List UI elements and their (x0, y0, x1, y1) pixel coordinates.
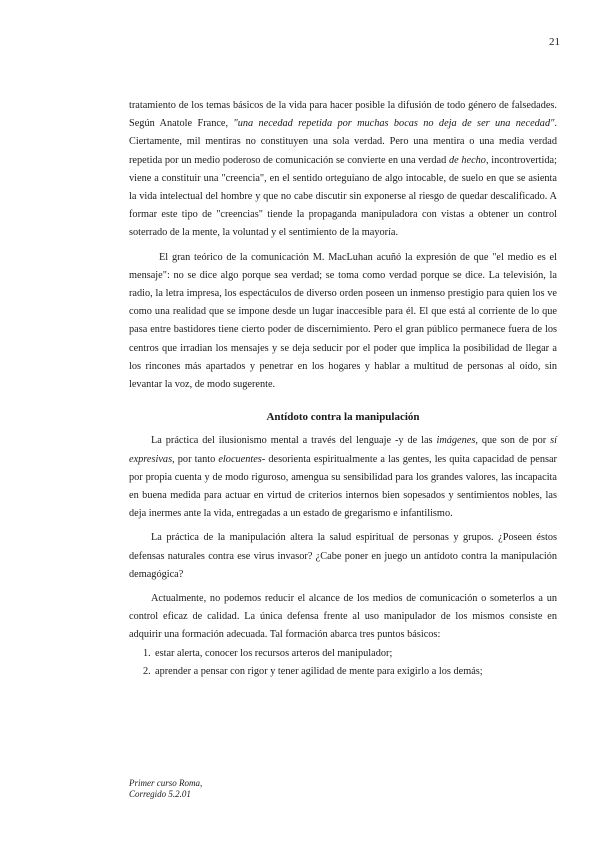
paragraph: La práctica de la manipulación altera la salud espiritual de personas y grupos. ¿Poseen éstos defensas naturales contra ese virus invasor? ¿Cabe poner en juego un antídoto contra la manipulación demagógica? (129, 532, 557, 580)
text-run: - desorienta espiritualmente a las gentes, les quita capacidad de pensar por propia cuenta y de modo riguroso, amengua su sensibilidad para los grandes valores, las incapacita en buena medida para actuar en virtud de criterios internos bien sopesados y sentimientos nobles, las deja inermes ante la vida, entregadas a un estado de gregarismo e infantilismo. (129, 453, 557, 520)
text-run: La práctica del ilusionismo mental a través del lenguaje -y de las (151, 435, 437, 447)
page-number: 21 (549, 36, 560, 48)
paragraph: Actualmente, no podemos reducir el alcance de los medios de comunicación o someterlos a un control eficaz de calidad. La única defensa frente al uso manipulador de los mismos consiste en adquirir una formación adecuada. Tal formación abarca tres puntos básicos: (129, 593, 557, 641)
paragraph: El gran teórico de la comunicación M. MacLuhan acuñó la expresión de que "el medio es el mensaje": no se dice algo porque sea verdad; se toma como verdad porque se dice. La televisión, la radio, la letra impresa, los espectáculos de diverso orden poseen un inmenso prestigio para quien los ve como una realidad que se impone desde un lugar inaccesible para él. El que está al corriente de lo que pasa entre bastidores tiene cierto poder de discernimiento. Pero el gran público permanece fuera de los centros que irradian los mensajes y se deja seducir por el poder que implica la posibilidad de llegar a los rincones más apartados y penetrar en los hogares y hablar a multitud de personas al oído, sin levantar la voz, de modo sugerente. (129, 251, 557, 391)
footer-line: Corregido 5.2.01 (129, 789, 191, 799)
emphasis-italic: elocuentes (218, 453, 262, 465)
text-run: , que son de por (475, 435, 551, 447)
text-run: , por tanto (172, 453, 219, 465)
page-footer (129, 778, 202, 800)
paragraph (129, 432, 557, 523)
paragraph (129, 97, 557, 243)
text-run: . Ciertamente, mil mentiras no constituyen una sola verdad. Pero una mentira o una media verdad repetida por un medio poderoso de comunicación se convierte en una verdad (129, 118, 557, 166)
footer-line: Primer curso Roma, (129, 778, 203, 788)
document-body (129, 97, 557, 681)
numbered-list (129, 645, 557, 681)
section-heading: Antídoto contra la manipulación (266, 411, 420, 424)
list-item: estar alerta, conocer los recursos arteros del manipulador; (155, 647, 393, 659)
emphasis-italic: de hecho (448, 154, 486, 166)
emphasis-italic: imágenes (436, 435, 476, 447)
list-item: aprender a pensar con rigor y tener agilidad de mente para exigirlo a los demás; (155, 665, 483, 677)
text-run: tratamiento de los temas básicos de la vida para hacer posible la difusión de todo género de falsedades. Según Anatole France, (129, 100, 557, 130)
emphasis-italic: sí expresivas (129, 435, 557, 465)
text-run: , incontrovertida; viene a constituir una "creencia", en el sentido orteguiano de algo intocable, de suelo en que se asienta la vida intelectual del hombre y que no cabe discutir sin exponerse al riesgo de quedar descalificado. A formar este tipo de "creencias" tiende la propaganda manipuladora con vistas a obtener un control soterrado de la mente, la voluntad y el sentimiento de la mayoría. (129, 154, 557, 239)
quote-italic: "una necedad repetida por muchas bocas no deja de ser una necedad" (233, 118, 555, 130)
